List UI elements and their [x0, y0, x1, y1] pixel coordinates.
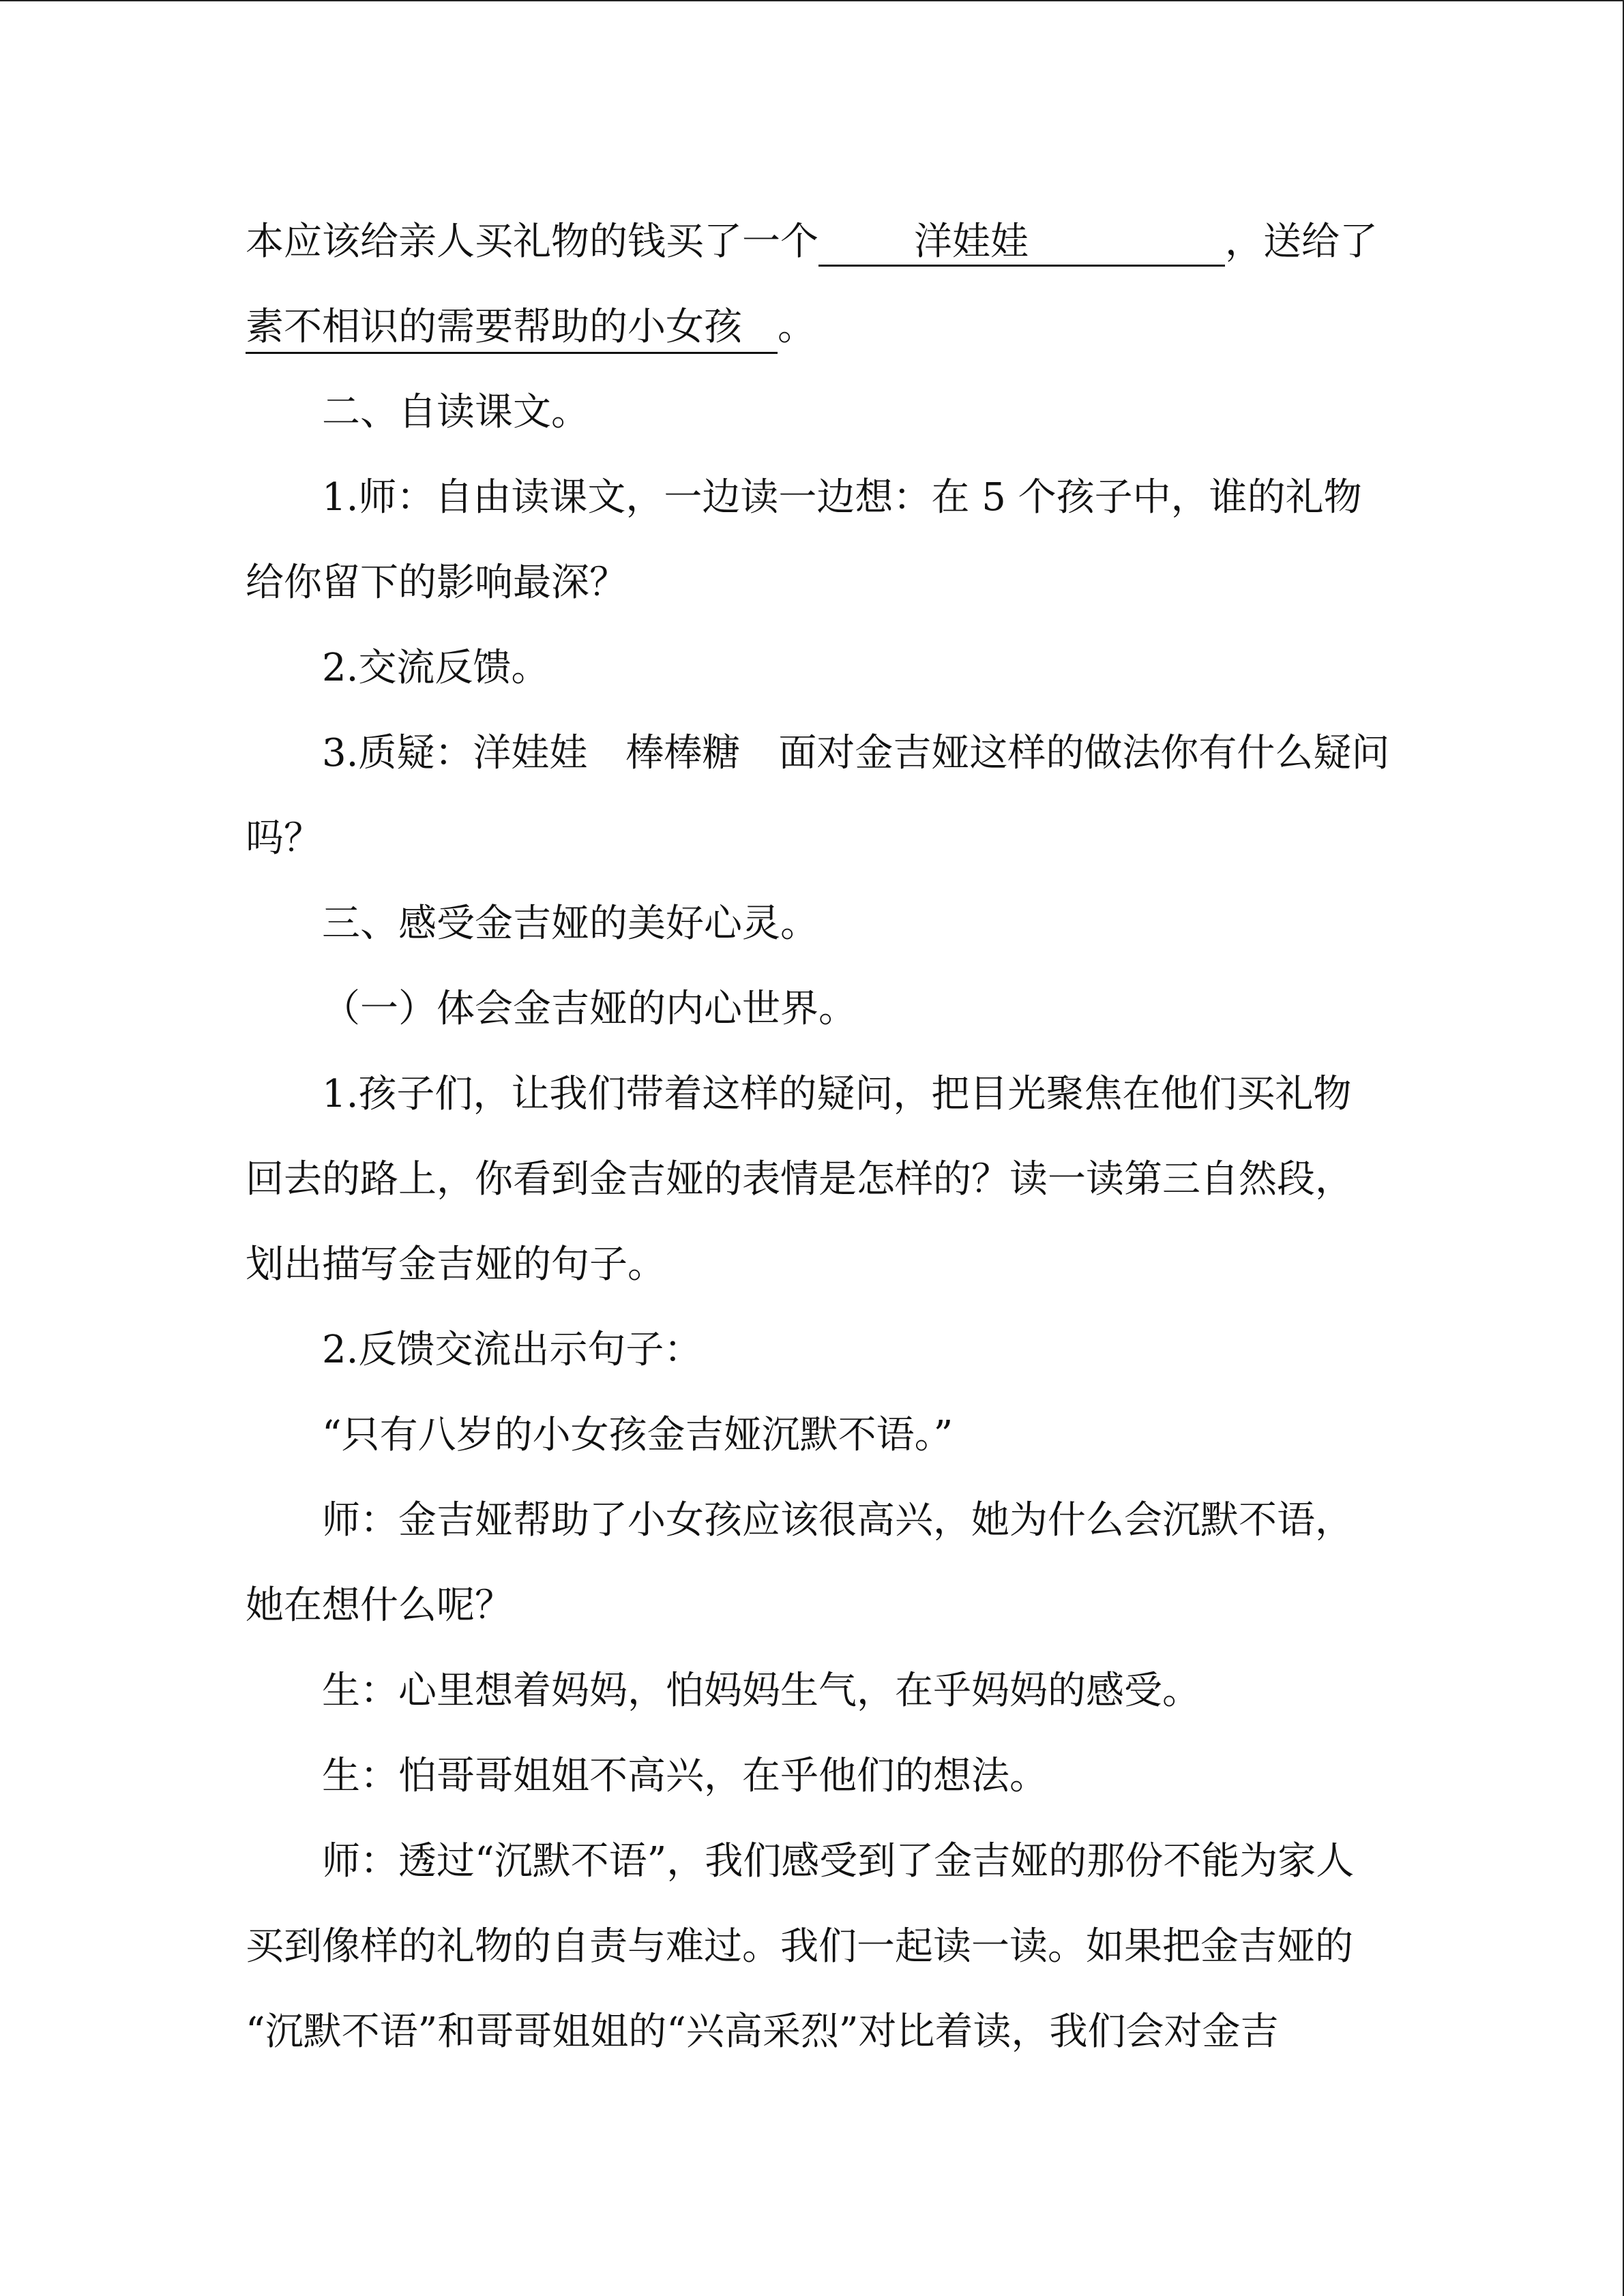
paragraph-line: 师：金吉娅帮助了小女孩应该很高兴，她为什么会沉默不语，: [322, 1498, 1353, 1542]
text-line: [246, 284, 1378, 370]
quoted-sentence: “只有八岁的小女孩金吉娅沉默不语。”: [322, 1413, 954, 1457]
text-segment: ，送给了: [1225, 220, 1378, 264]
paragraph-line: 给你留下的影响最深？: [246, 561, 628, 605]
paragraph-line: 师：透过“沉默不语”，我们感受到了金吉娅的那份不能为家人: [322, 1839, 1355, 1883]
fill-blank-answer: [246, 305, 778, 354]
paragraph-line: 3.质疑：洋娃娃 棒棒糖 面对金吉娅这样的做法你有什么疑问: [322, 731, 1390, 775]
blank-answer-text: 素不相识的需要帮助的小女孩: [246, 305, 742, 349]
paragraph-line: 1.师：自由读课文，一边读一边想：在 5 个孩子中，谁的礼物: [322, 475, 1362, 520]
paragraph-line: 划出描写金吉娅的句子。: [246, 1242, 666, 1287]
document-body: [246, 199, 1390, 2074]
subsection-heading: （一）体会金吉娅的内心世界。: [322, 987, 857, 1031]
paragraph-line: 生：心里想着妈妈，怕妈妈生气，在乎妈妈的感受。: [322, 1669, 1200, 1713]
paragraph-line: 2.反馈交流出示句子：: [322, 1328, 703, 1372]
text-segment: 本应该给亲人买礼物的钱买了一个: [246, 220, 818, 264]
paragraph-line: 1.孩子们，让我们带着这样的疑问，把目光聚焦在他们买礼物: [322, 1072, 1352, 1116]
paragraph-line: 买到像样的礼物的自责与难过。我们一起读一读。如果把金吉娅的: [246, 1924, 1353, 1969]
paragraph-line: 生：怕哥哥姐姐不高兴，在乎他们的想法。: [322, 1754, 1048, 1798]
paragraph-line: 她在想什么呢？: [246, 1583, 513, 1628]
text-line: [246, 199, 1378, 284]
fill-blank-answer: [818, 220, 1225, 267]
blank-answer-text: 洋娃娃: [914, 220, 1029, 264]
section-heading: 三、感受金吉娅的美好心灵。: [322, 901, 818, 946]
text-segment: 。: [778, 305, 816, 349]
paragraph-line: 2.交流反馈。: [322, 646, 550, 690]
paragraph-line: “沉默不语”和哥哥姐姐的“兴高采烈”对比着读，我们会对金吉: [246, 2010, 1279, 2054]
paragraph-line: 回去的路上，你看到金吉娅的表情是怎样的？读一读第三自然段，: [246, 1157, 1353, 1202]
section-heading: 二、自读课文。: [322, 390, 589, 434]
paragraph-line: 吗？: [246, 816, 322, 861]
